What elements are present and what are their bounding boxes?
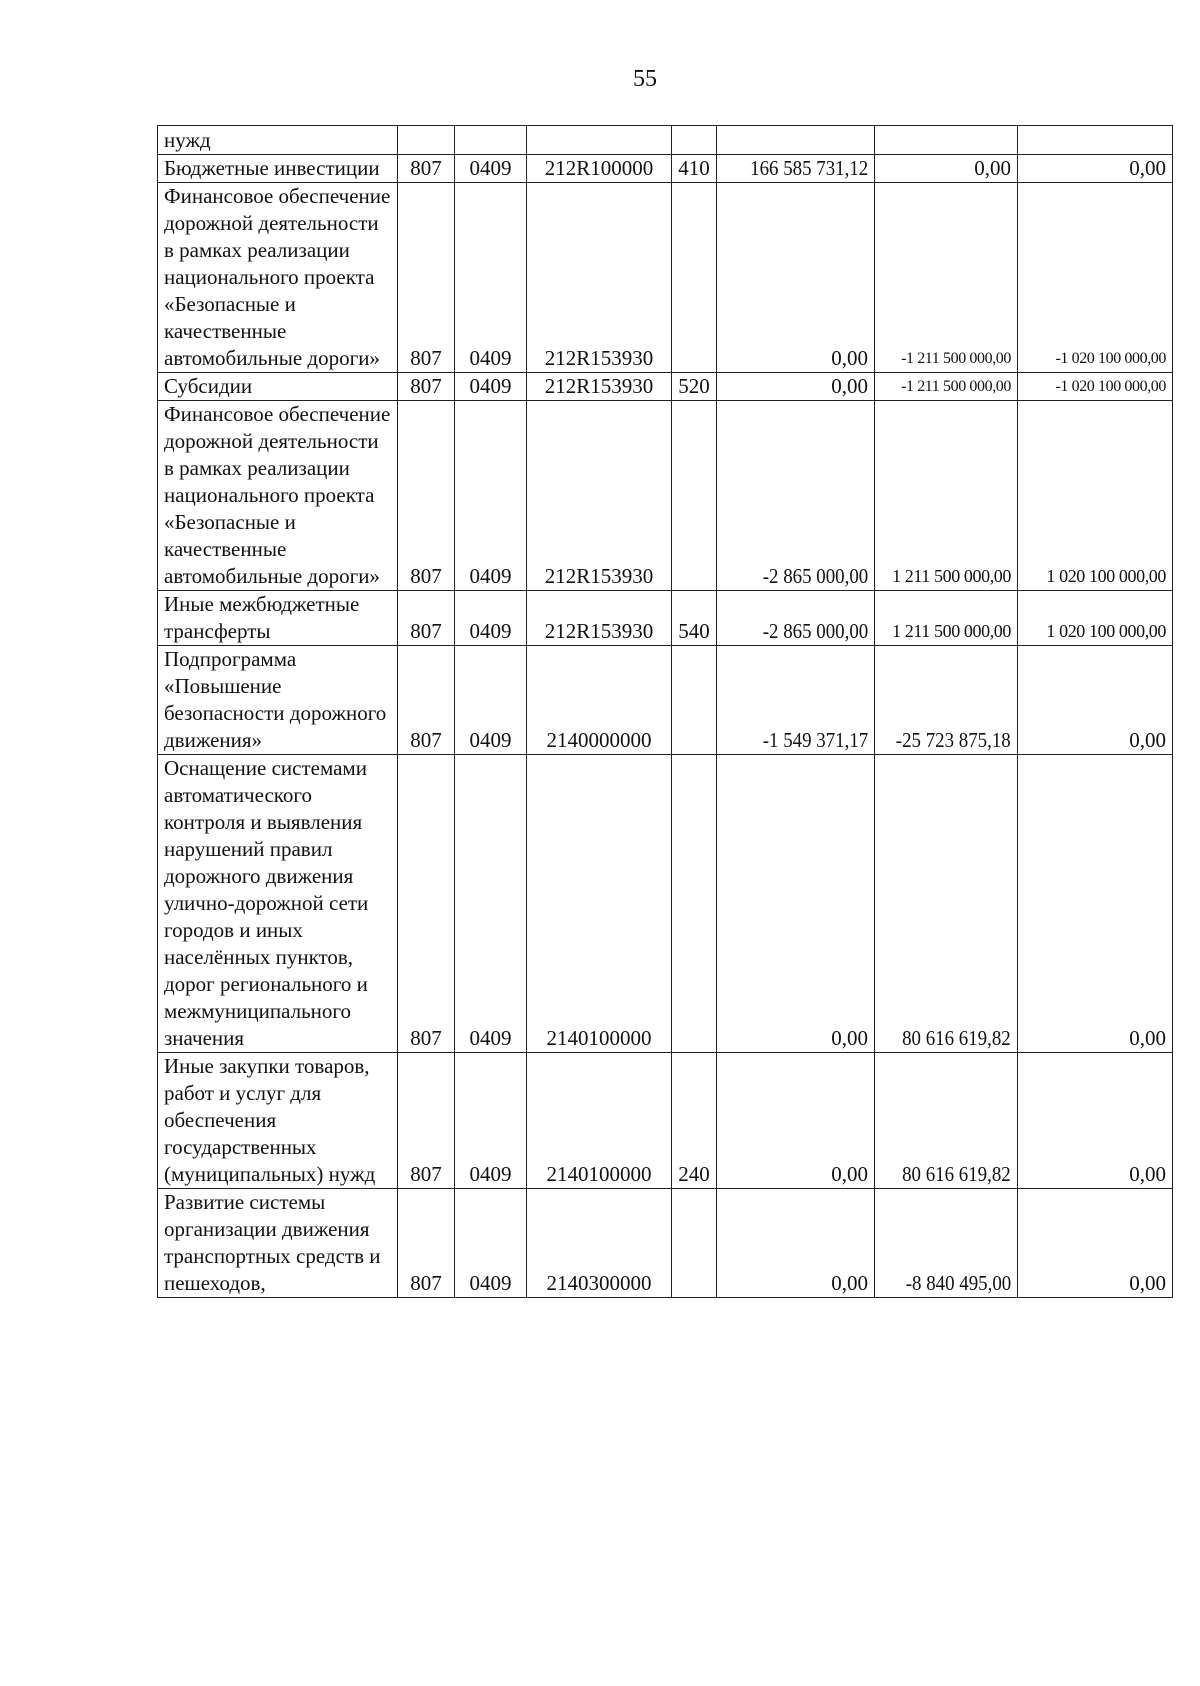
- csr-cell: 2140100000: [527, 755, 672, 1053]
- csr-cell: 2140100000: [527, 1053, 672, 1189]
- razdel-cell: 0409: [455, 1189, 527, 1298]
- sum3-cell: -1 020 100 000,00: [1018, 183, 1173, 373]
- table-row: [158, 1053, 1173, 1189]
- sum3-cell: 1 020 100 000,00: [1018, 401, 1173, 591]
- glava-cell: 807: [398, 155, 455, 183]
- row-name: Бюджетные инвестиции: [158, 155, 398, 183]
- sum1-cell: [717, 155, 875, 183]
- vr-cell: 540: [672, 591, 717, 646]
- sum1-cell: 0,00: [717, 755, 875, 1053]
- razdel-cell: 0409: [455, 646, 527, 755]
- vr-cell: [672, 126, 717, 155]
- sum2-cell: 1 211 500 000,00: [875, 591, 1018, 646]
- table-row: [158, 1189, 1173, 1298]
- table-row: [158, 755, 1173, 1053]
- sum1-value: 166 585 731,12: [749, 156, 868, 180]
- sum2-cell: [875, 646, 1018, 755]
- row-name: нужд: [158, 126, 398, 155]
- sum2-cell: -1 211 500 000,00: [875, 373, 1018, 401]
- vr-cell: [672, 646, 717, 755]
- glava-cell: 807: [398, 373, 455, 401]
- glava-cell: 807: [398, 1053, 455, 1189]
- row-name: Иные закупки товаров, работ и услуг для обеспечения государственных (муниципальных) нужд: [158, 1053, 398, 1189]
- csr-cell: 212R153930: [527, 401, 672, 591]
- table-row: [158, 183, 1173, 373]
- sum1-cell: 0,00: [717, 1053, 875, 1189]
- sum2-value: 80 616 619,82: [902, 1026, 1011, 1050]
- sum1-cell: [717, 591, 875, 646]
- sum1-cell: [717, 126, 875, 155]
- razdel-cell: [455, 126, 527, 155]
- sum2-cell: 0,00: [875, 155, 1018, 183]
- vr-cell: 240: [672, 1053, 717, 1189]
- csr-cell: [527, 126, 672, 155]
- glava-cell: 807: [398, 755, 455, 1053]
- razdel-cell: 0409: [455, 1053, 527, 1189]
- row-name: Оснащение системами автоматического контроля и выявления нарушений правил дорожного движения улично-дорожной сети городов и иных населённых пунктов, дорог регионального и межмуниципального значения: [158, 755, 398, 1053]
- glava-cell: 807: [398, 183, 455, 373]
- csr-cell: 212R153930: [527, 373, 672, 401]
- glava-cell: 807: [398, 591, 455, 646]
- sum1-cell: [717, 401, 875, 591]
- sum1-cell: [717, 646, 875, 755]
- sum2-value: -8 840 495,00: [905, 1271, 1011, 1295]
- sum2-cell: [875, 1189, 1018, 1298]
- row-name: Финансовое обеспечение дорожной деятельности в рамках реализации национального проекта «Безопасные и качественные автомобильные дороги»: [158, 401, 398, 591]
- csr-cell: 212R153930: [527, 183, 672, 373]
- sum3-cell: 0,00: [1018, 1053, 1173, 1189]
- sum3-cell: 0,00: [1018, 646, 1173, 755]
- razdel-cell: 0409: [455, 183, 527, 373]
- vr-cell: 410: [672, 155, 717, 183]
- sum1-cell: 0,00: [717, 183, 875, 373]
- sum2-value: -25 723 875,18: [896, 728, 1011, 752]
- sum2-cell: [875, 755, 1018, 1053]
- sum3-cell: 0,00: [1018, 1189, 1173, 1298]
- vr-cell: 520: [672, 373, 717, 401]
- row-name: Развитие системы организации движения транспортных средств и пешеходов,: [158, 1189, 398, 1298]
- row-name: Субсидии: [158, 373, 398, 401]
- glava-cell: [398, 126, 455, 155]
- csr-cell: 212R100000: [527, 155, 672, 183]
- sum1-value: -2 865 000,00: [762, 564, 868, 588]
- vr-cell: [672, 755, 717, 1053]
- row-name: Иные межбюджетные трансферты: [158, 591, 398, 646]
- razdel-cell: 0409: [455, 401, 527, 591]
- sum2-cell: [875, 1053, 1018, 1189]
- table-row: [158, 155, 1173, 183]
- sum3-cell: 1 020 100 000,00: [1018, 591, 1173, 646]
- vr-cell: [672, 183, 717, 373]
- vr-cell: [672, 1189, 717, 1298]
- sum3-cell: -1 020 100 000,00: [1018, 373, 1173, 401]
- budget-table: [157, 125, 1173, 1298]
- page-number: 55: [633, 66, 657, 92]
- row-name: Финансовое обеспечение дорожной деятельности в рамках реализации национального проекта «Безопасные и качественные автомобильные дороги»: [158, 183, 398, 373]
- sum2-cell: [875, 126, 1018, 155]
- razdel-cell: 0409: [455, 373, 527, 401]
- table-row: [158, 401, 1173, 591]
- sum2-cell: -1 211 500 000,00: [875, 183, 1018, 373]
- glava-cell: 807: [398, 401, 455, 591]
- sum1-cell: 0,00: [717, 373, 875, 401]
- table-row: [158, 591, 1173, 646]
- sum3-cell: [1018, 126, 1173, 155]
- sum1-cell: 0,00: [717, 1189, 875, 1298]
- row-name: Подпрограмма «Повышение безопасности дорожного движения»: [158, 646, 398, 755]
- sum3-cell: 0,00: [1018, 755, 1173, 1053]
- table-row: [158, 373, 1173, 401]
- csr-cell: 212R153930: [527, 591, 672, 646]
- razdel-cell: 0409: [455, 155, 527, 183]
- glava-cell: 807: [398, 646, 455, 755]
- sum1-value: -2 865 000,00: [762, 619, 868, 643]
- sum1-value: -1 549 371,17: [762, 728, 868, 752]
- csr-cell: 2140300000: [527, 1189, 672, 1298]
- glava-cell: 807: [398, 1189, 455, 1298]
- sum3-cell: 0,00: [1018, 155, 1173, 183]
- table-row: [158, 126, 1173, 155]
- razdel-cell: 0409: [455, 755, 527, 1053]
- csr-cell: 2140000000: [527, 646, 672, 755]
- sum2-cell: 1 211 500 000,00: [875, 401, 1018, 591]
- vr-cell: [672, 401, 717, 591]
- sum2-value: 80 616 619,82: [902, 1162, 1011, 1186]
- table-row: [158, 646, 1173, 755]
- razdel-cell: 0409: [455, 591, 527, 646]
